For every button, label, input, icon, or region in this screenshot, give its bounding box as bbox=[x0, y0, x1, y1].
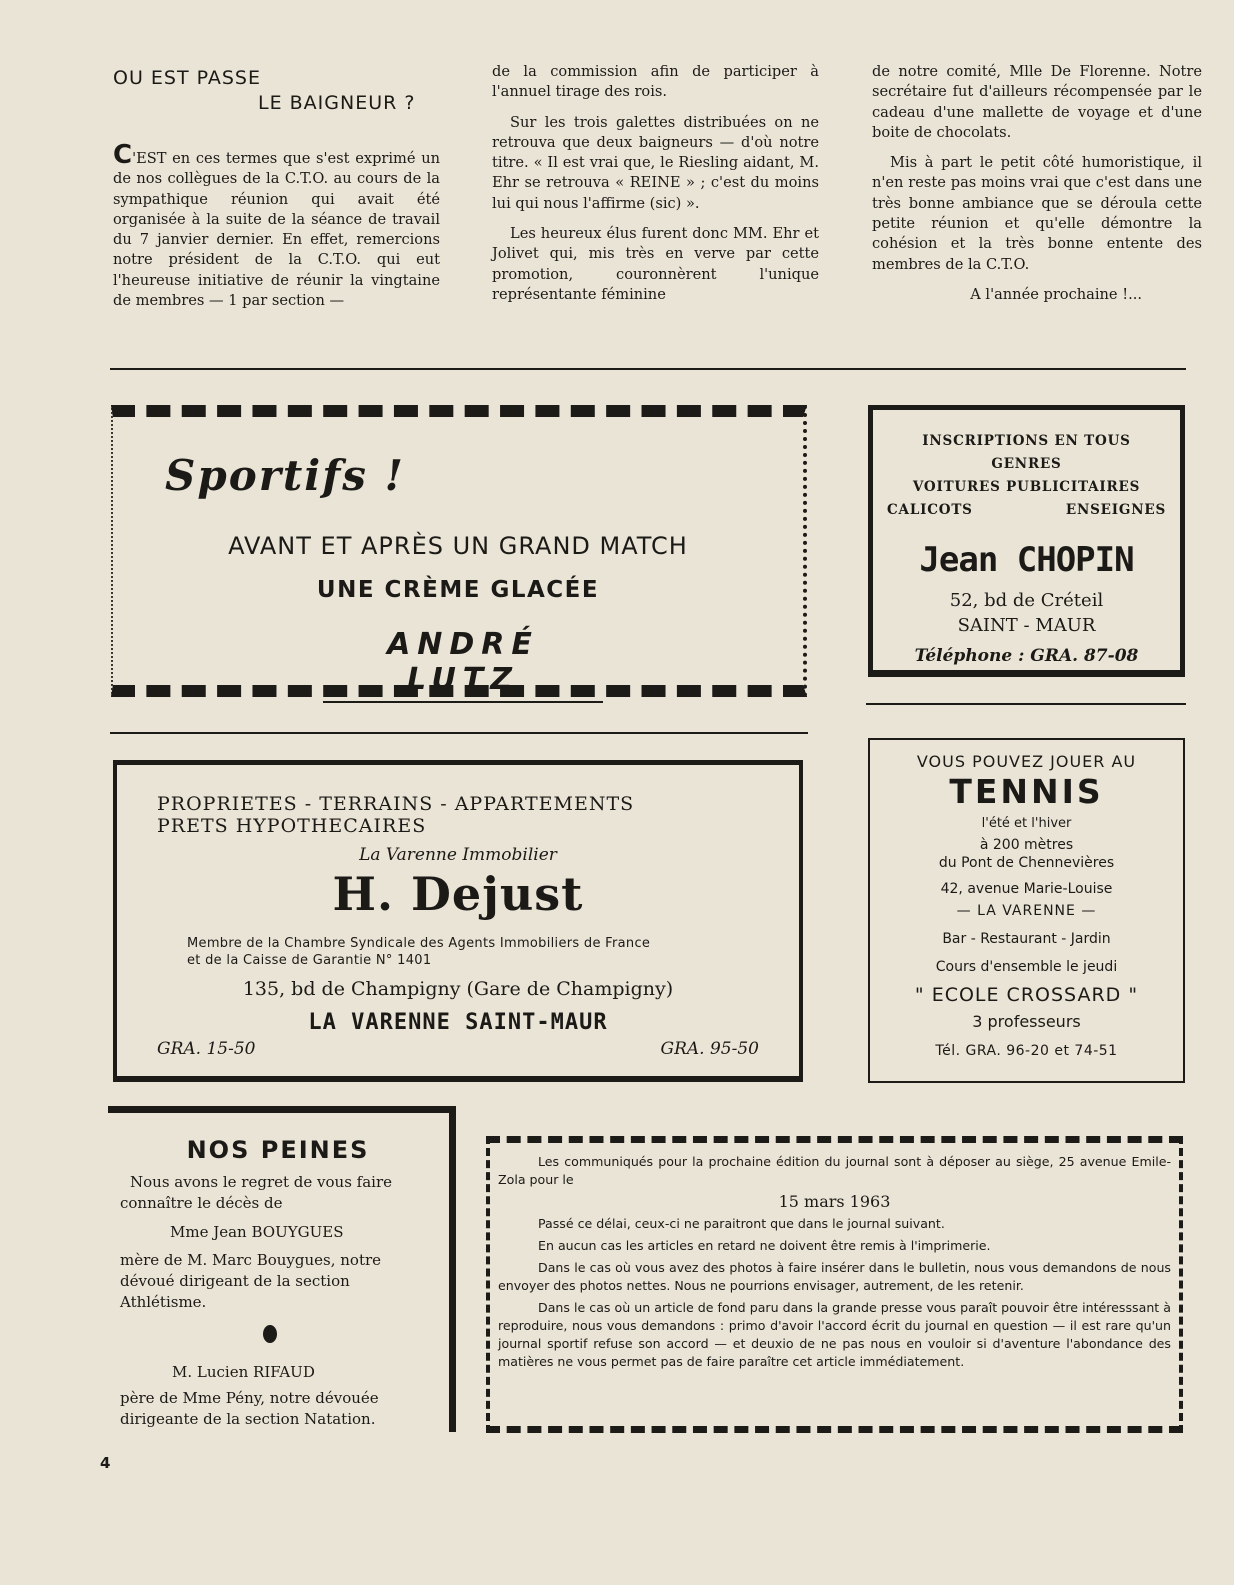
ad-chopin-line3b: ENSEIGNES bbox=[1065, 502, 1166, 518]
peines-text1: mère de M. Marc Bouygues, notre dévoué dirigeant de la section Athlétisme. bbox=[120, 1251, 382, 1311]
ad-chopin bbox=[868, 405, 1185, 677]
ad-dejust-subtitle: La Varenne Immobilier bbox=[359, 845, 557, 865]
communiques-p5: Dans le cas où un article de fond paru dans la grande presse vous paraît pouvoir être intéresssant à reproduire, nous vous demandons : primo d'avoir l'accord écrit du journal en question — il est rare qu'un journal sportif refuse son accord — et deuxio de ne pas nous en vouloir si d'aventure l'abondance des matières ne vous permet pas de faire paraître cet article immédiatement. bbox=[498, 1300, 1171, 1369]
ad-tennis bbox=[868, 738, 1185, 1083]
ad-dejust-phone1: GRA. 15-50 bbox=[157, 1039, 256, 1059]
ad-chopin-name: Jean CHOPIN bbox=[919, 540, 1134, 580]
headline-line-1: OU EST PASSE bbox=[113, 67, 261, 89]
article-paragraph: de la commission afin de participer à l'annuel tirage des rois. bbox=[492, 63, 819, 101]
bullet-dot bbox=[263, 1325, 277, 1343]
ad-tennis-line3: à 200 mètres bbox=[979, 837, 1074, 853]
peines-name2: M. Lucien RIFAUD bbox=[172, 1363, 315, 1381]
ad-chopin-line3a: CALICOTS bbox=[887, 502, 973, 518]
article-paragraph: de notre comité, Mlle De Florenne. Notre secrétaire fut d'ailleurs récompensée par le cadeau d'une mallette de voyage et d'une boite de chocolats. bbox=[872, 63, 1202, 141]
ad-tennis-line1: VOUS POUVEZ JOUER AU bbox=[916, 752, 1137, 771]
ad-dejust-line1: PROPRIETES - TERRAINS - APPARTEMENTS bbox=[157, 793, 635, 815]
section-divider bbox=[110, 368, 1186, 370]
ad-dejust-city: LA VARENNE SAINT-MAUR bbox=[308, 1010, 608, 1035]
ad-tennis-phone: Tél. GRA. 96-20 et 74-51 bbox=[935, 1043, 1118, 1059]
drop-cap: C bbox=[113, 140, 133, 170]
section-divider bbox=[110, 732, 808, 734]
article-column-2 bbox=[492, 62, 819, 315]
ad-tennis-title: TENNIS bbox=[949, 772, 1104, 811]
ad-tennis-profs: 3 professeurs bbox=[972, 1012, 1081, 1031]
communiques-box bbox=[486, 1136, 1183, 1433]
communiques-p1: Les communiqués pour la prochaine édition du journal sont à déposer au siège, 25 avenue Emile-Zola pour le bbox=[498, 1154, 1171, 1187]
article-headline bbox=[113, 66, 443, 116]
ad-sportifs bbox=[111, 405, 807, 697]
ad-dejust-name: H. Dejust bbox=[332, 867, 584, 921]
ad-sportifs-brand: ANDRÉ LUTZ bbox=[323, 627, 603, 703]
ad-tennis-line7: Bar - Restaurant - Jardin bbox=[942, 931, 1111, 947]
communiques-p2: Passé ce délai, ceux-ci ne paraitront que dans le journal suivant. bbox=[538, 1216, 945, 1231]
ad-chopin-line2: VOITURES PUBLICITAIRES bbox=[912, 479, 1141, 495]
ad-sportifs-line1: AVANT ET APRÈS UN GRAND MATCH bbox=[228, 532, 688, 560]
ad-chopin-phone: Téléphone : GRA. 87-08 bbox=[914, 646, 1139, 666]
ad-dejust-member1: Membre de la Chambre Syndicale des Agents Immobiliers de France bbox=[187, 936, 651, 951]
article-paragraph: Mis à part le petit côté humoristique, il n'en reste pas moins vrai que c'est dans une très bonne ambiance que se déroula cette petite réunion et qu'elle démontre la cohésion et la très bonne entente des membres de la C.T.O. bbox=[872, 154, 1202, 273]
peines-name1: Mme Jean BOUYGUES bbox=[170, 1223, 344, 1241]
communiques-date: 15 mars 1963 bbox=[778, 1192, 891, 1211]
ad-sportifs-line2: UNE CRÈME GLACÉE bbox=[316, 577, 600, 603]
ad-tennis-line2: l'été et l'hiver bbox=[981, 816, 1072, 831]
headline-line-2: LE BAIGNEUR ? bbox=[258, 92, 416, 114]
ad-dejust-line2: PRETS HYPOTHECAIRES bbox=[157, 815, 427, 837]
ad-chopin-city: SAINT - MAUR bbox=[957, 615, 1096, 636]
ad-tennis-line5: 42, avenue Marie-Louise bbox=[940, 881, 1113, 897]
article-column-3 bbox=[872, 62, 1202, 315]
ad-dejust bbox=[113, 760, 803, 1082]
article-paragraph: Les heureux élus furent donc MM. Ehr et Jolivet qui, mis très en verve par cette promotion, couronnèrent l'unique représentante féminine bbox=[492, 225, 819, 303]
peines-text2: père de Mme Pény, notre dévouée dirigeante de la section Natation. bbox=[120, 1389, 379, 1428]
ad-tennis-school: " ECOLE CROSSARD " bbox=[914, 984, 1139, 1006]
ad-chopin-line1: INSCRIPTIONS EN TOUS GENRES bbox=[922, 433, 1131, 472]
communiques-p3: En aucun cas les articles en retard ne doivent être remis à l'imprimerie. bbox=[538, 1238, 991, 1253]
peines-intro bbox=[120, 1172, 432, 1214]
ad-dejust-member2: et de la Caisse de Garantie N° 1401 bbox=[187, 953, 432, 968]
page-number: 4 bbox=[100, 1454, 111, 1472]
ad-tennis-line8: Cours d'ensemble le jeudi bbox=[935, 959, 1118, 975]
ad-chopin-address: 52, bd de Créteil bbox=[949, 590, 1104, 611]
section-divider bbox=[866, 703, 1186, 705]
article-column-1 bbox=[113, 140, 440, 321]
ad-tennis-line6: — LA VARENNE — bbox=[956, 903, 1097, 919]
communiques-p4: Dans le cas où vous avez des photos à faire insérer dans le bulletin, nous vous demandons de nous envoyer des photos nettes. Nous ne pourrions envisager, autrement, de les retenir. bbox=[498, 1260, 1171, 1293]
article-closing: A l'année prochaine !... bbox=[970, 285, 1142, 303]
ad-dejust-phone2: GRA. 95-50 bbox=[660, 1039, 759, 1059]
ad-dejust-address: 135, bd de Champigny (Gare de Champigny) bbox=[242, 978, 674, 1000]
ad-tennis-line4: du Pont de Chennevières bbox=[938, 855, 1115, 871]
article-col1-text: 'EST en ces termes que s'est exprimé un de nos collègues de la C.T.O. au cours de la sympathique réunion qui avait été organisée à la suite de la séance de travail du 7 janvier dernier. En effet, remercions notre président de la C.T.O. qui eut l'heureuse initiative de réunir la vingtaine de membres — 1 par section — bbox=[113, 150, 440, 310]
peines-title: NOS PEINES bbox=[186, 1136, 370, 1164]
peines-intro-text: Nous avons le regret de vous faire connaître le décès de bbox=[120, 1173, 393, 1212]
ad-sportifs-script: Sportifs ! bbox=[165, 451, 405, 500]
article-paragraph: Sur les trois galettes distribuées on ne retrouva que deux baigneurs — d'où notre titre. « Il est vrai que, le Riesling aidant, M. Ehr se retrouva « REINE » ; c'est du moins lui qui nous l'affirme (sic) ». bbox=[492, 113, 819, 212]
